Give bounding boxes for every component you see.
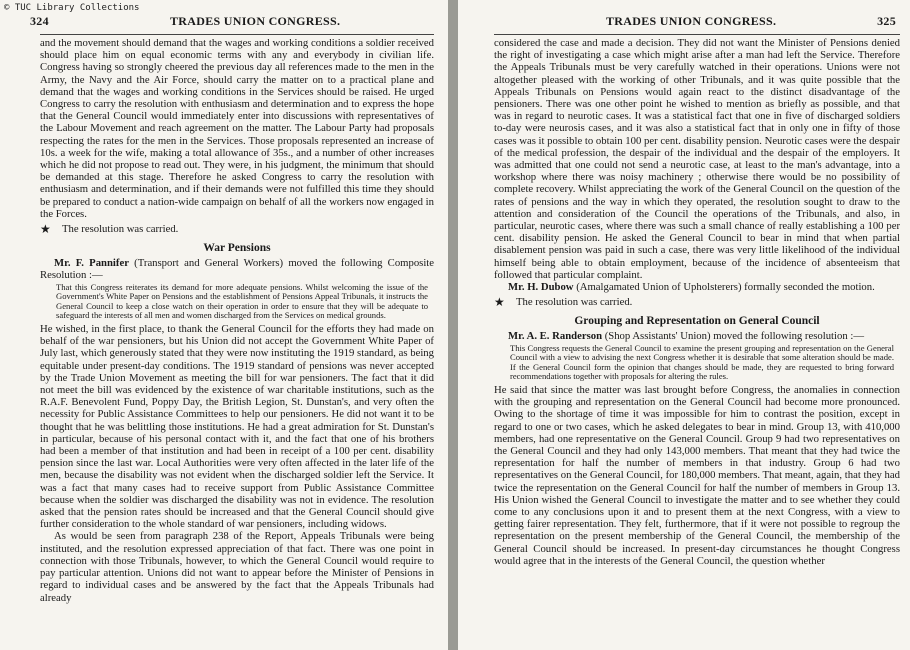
speaker-name: Mr. H. Dubow [508,281,574,294]
watermark: © TUC Library Collections [4,3,140,13]
running-title-right: TRADES UNION CONGRESS. [606,14,777,28]
right-running-head [494,14,900,32]
paragraph: He wished, in the first place, to thank the General Council for the efforts they had made on behalf of the war pensioners, but his Union did not accept the Government White Paper of July last, which generously stated that they were now instituting the 1919 standard, as being equitable under present-day conditions. The 1919 standard of pensions was never accepted by the Trade Union Movement as meeting the bill for war pensioners. The fact that it did not meet the bill was evidenced by the existence of war charitable institutions, such as the R.A.F. Benevolent Fund, Poppy Day, the British Legion, St. Dunstan's, and very often the necessity for Public Assistance Committees to help our pensioners. He did not want it to be thought that he was belittling those institutions. He had a great admiration for St. Dunstan's in particular, because of his personal contact with it, and the fact that one of his brothers had been a member of that institution and had been in receipt of a 100 per cent. disability pension since the last war. Local Authorities were very often affected in the later life of the men, because the disability was not evident when the discharged soldier left the Service. It was a fact that many cases had to receive support from Public Assistance Committee because when the soldier was discharged the disability was not in evidence. The resolution asked that the pension rates should be increased and that the General Council should give further consideration to the whole standard of war pensioners, including widows. [40,323,434,531]
page-number-left: 324 [30,14,49,28]
carried-note [494,296,900,308]
carried-text: The resolution was carried. [516,296,633,309]
seconder-text: (Amalgamated Union of Upholsterers) formally seconded the motion. [573,281,875,294]
speaker-name: Mr. F. Pannifer [54,257,129,270]
section-heading-war-pensions: War Pensions [203,242,271,255]
mover-text: (Transport and General Workers) moved the following Composite Resolution :— [40,257,434,282]
speaker-name: Mr. A. E. Randerson [508,330,603,343]
right-page [458,0,910,650]
header-rule-right [494,34,900,35]
resolution-text: This Congress requests the General Council to examine the present grouping and representation on the General Council with a view to advising the next Congress whether it is desirable that some alteration should be made. If the General Council form the opinion that changes should be made, they are requested to bring forward recommendations together with proposals for altering the rules. [510,342,894,382]
mover-paragraph [40,257,434,281]
paragraph: considered the case and made a decision. They did not want the Minister of Pensions denied the right of investigating a case which might arise after a man had left the Service. Therefore the Appeals Tribunals must be very carefully watched in their operations. Unions were not altogether pleased with the working of other Tribunals, and it was quite possible that the Appeals Tribunals on Pensions would again react to the distinct disadvantage of the pensioners. There was one other point he wished to mention as briefly as possible, and that was in regard to neurotic cases. It was a statistical fact that one in five of discharged soldiers to-day were neurosis cases, and it was also a statistical fact that in only one in fifty of those cases was it possible to obtain 100 per cent. disability pension. Neurotic cases were the despair of the medical profession, the despair of the individual and the despair of the employers. It was admitted that one could not send a neurotic case, at least to the man's advantage, into a workshop where there was noisy machinery ; otherwise there would be no possibility of complete recovery. Whilst appreciating the work of the General Council on the question of the rates of pensions and the way in which they operated, the resolution sought to draw to the attention and consideration of the Council the operations of the Tribunals, and also, in particular, neurotic cases, where there was such a small chance of really establishing a 100 per cent. disability pension. He asked the General Council to bear in mind that when partial disablement pension was paid in such a case, there was very little likelihood of the individual himself being able to obtain employment, because of the incidence of absenteeism that followed that particular complaint. [494,37,900,281]
mover-text: (Shop Assistants' Union) moved the following resolution :— [602,330,865,343]
resolution-text: That this Congress reiterates its demand for more adequate pensions. Whilst welcoming the issue of the Government's White Paper on Pensions and the establishment of Pensions Appeal Tribunals, it instructs the General Council to keep a close watch on their operation in order to ensure that they will be adequate to safeguard the interests of all men and women discharged from the Services on medical grounds. [56,281,428,321]
carried-note [40,223,434,235]
paragraph: and the movement should demand that the wages and working conditions a soldier received should place him on equal economic terms with any and everybody in civilian life. Congress having so strongly cheered the previous day all references made to the men in the Army, the Navy and the Air Force, should carry the matter on to a practical plane and demand that the wages and working conditions in the Services should be raised. He urged Congress to carry the resolution with enthusiasm and determination and to express the hope that the General Council would immediately enter into discussions with representatives of the Labour Movement and reach agreement on the matter. The Labour Party had proposals respecting the rates for the men in the Services. Those proposals represented an increase of 10s. a week for the wife, making a total allowance of 35s., and a number of other increases which he did not propose to read out. They were, in his judgment, the minimum that should be demanded at this stage. Therefore he asked Congress to carry the resolution with enthusiasm and determination, and if their demands were not fulfilled this time they should be prepared to conduct a nation-wide campaign on behalf of all the workers now engaged in the Forces. [40,37,434,220]
header-rule-left [40,34,434,35]
book-gutter [448,0,458,650]
paragraph: He said that since the matter was last brought before Congress, the anomalies in connection with the grouping and representation on the General Council had become more pronounced. Owing to the shortage of time it was impossible for him to contrast the position, except in regard to one or two cases, which he asked delegates to bear in mind. Group 13, with 410,000 members, had one representative on the General Council. Group 9 had two representatives on the General Council and they had only 143,000 members. That meant that they had twice the representation for half the number of members in that industry. Group 6 had two representatives on the General Council, for 180,000 members. That meant, again, that they had twice the representation on the General Council for half the number of members in Group 13. His Union wished the General Council to investigate the matter and to see whether they could come to any conclusions upon it and to present them at the next Congress, with a view to getting fairer representation. They felt, furthermore, that if it were not possible to regroup the representation on the present membership of the General Council, the membership of the General Council should be increased. In present-day circumstances he thought Congress would agree that in the interests of the General Council, the question whether [494,384,900,567]
paragraph: As would be seen from paragraph 238 of the Report, Appeals Tribunals were being instituted, and the resolution expressed appreciation of that fact. There was one point in connection with those Tribunals, however, to which the General Council would require to pay particular attention. Unions did not want to appear before the Minister of Pensions in regard to individual cases and be answered by the fact that the Appeals Tribunals had already [40,530,434,604]
left-running-head [30,14,434,32]
page-number-right: 325 [877,14,896,28]
running-title-left: TRADES UNION CONGRESS. [170,14,341,28]
star-icon: ★ [494,295,505,310]
seconder-paragraph [494,281,900,293]
mover-paragraph [494,330,900,342]
section-heading-grouping: Grouping and Representation on General Council [574,315,820,328]
carried-text: The resolution was carried. [62,223,179,236]
star-icon: ★ [40,222,51,237]
left-page [0,0,448,650]
